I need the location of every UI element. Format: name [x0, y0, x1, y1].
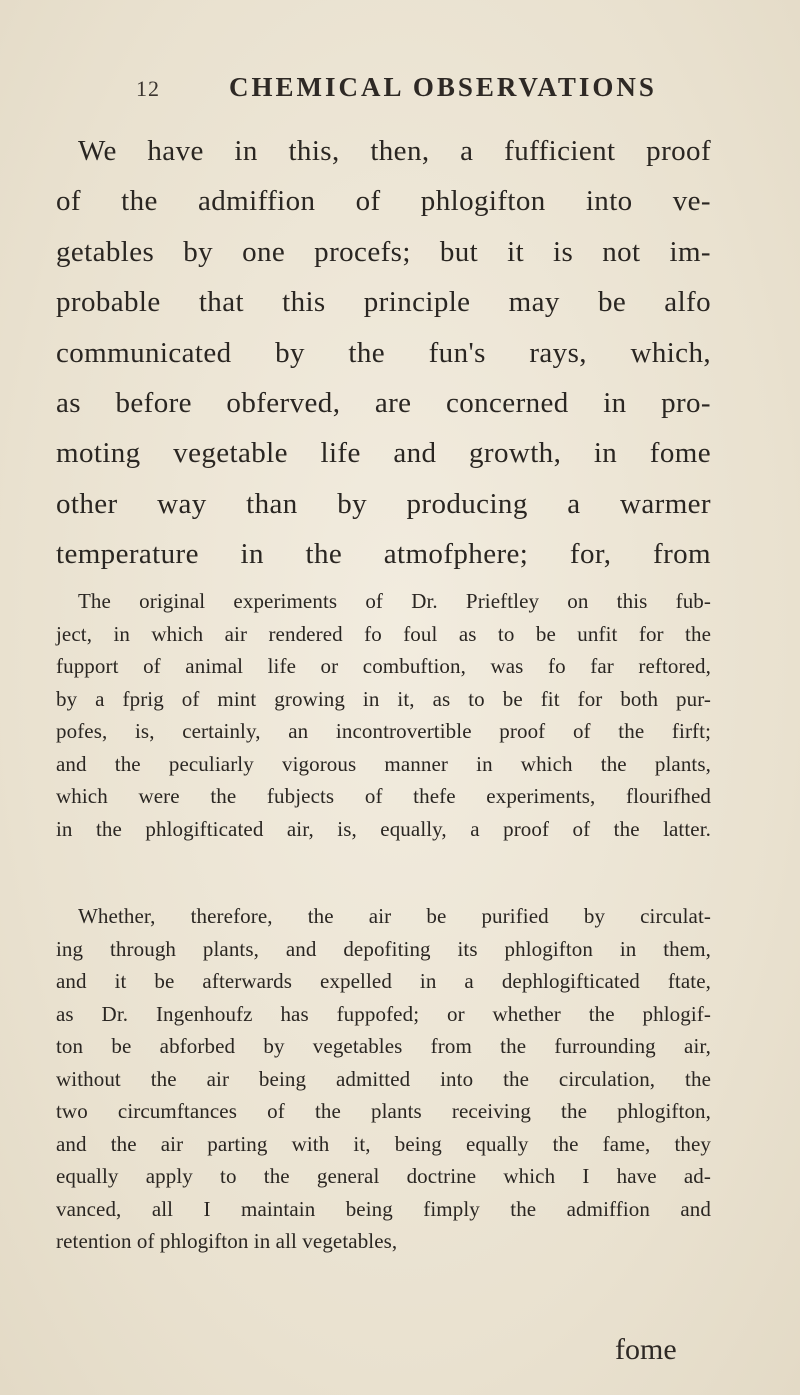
- text-line: and it be afterwards expelled in a dephlogifticated ftate,: [56, 969, 711, 993]
- text-line: communicated by the fun's rays, which,: [56, 336, 711, 369]
- text-line: two circumftances of the plants receiving the phlogifton,: [56, 1099, 711, 1123]
- paragraph-1: [56, 126, 711, 580]
- page-header: [136, 72, 696, 103]
- text-line: as before obferved, are concerned in pro-: [56, 386, 711, 419]
- text-line: which were the fubjects of thefe experiments, flourifhed: [56, 784, 711, 808]
- text-line: probable that this principle may be alfo: [56, 286, 711, 319]
- text-line: temperature in the atmofphere; for, from: [56, 538, 711, 571]
- text-line: as Dr. Ingenhoufz has fuppofed; or whether the phlogif-: [56, 1001, 711, 1026]
- text-line: ing through plants, and depofiting its phlogifton in them,: [56, 936, 711, 961]
- text-line: by a fprig of mint growing in it, as to be fit for both pur-: [56, 686, 711, 711]
- page-number: 12: [136, 76, 160, 101]
- text-line: equally apply to the general doctrine which I have ad-: [56, 1164, 711, 1188]
- text-line: without the air being admitted into the circulation, the: [56, 1066, 711, 1091]
- text-line: fupport of animal life or combuftion, was fo far reftored,: [56, 654, 711, 678]
- text-line: and the air parting with it, being equally the fame, they: [56, 1131, 711, 1156]
- text-line: Whether, therefore, the air be purified by circulat-: [78, 904, 711, 928]
- running-title: CHEMICAL OBSERVATIONS: [229, 72, 657, 102]
- text-line: ton be abforbed by vegetables from the furrounding air,: [56, 1034, 711, 1058]
- catchword: fome: [615, 1333, 677, 1366]
- text-line: of the admiffion of phlogifton into ve-: [56, 185, 711, 218]
- text-line: The original experiments of Dr. Prieftley on this fub-: [78, 589, 711, 613]
- text-line: retention of phlogifton in all vegetables,: [56, 1229, 398, 1253]
- text-line: getables by one procefs; but it is not im-: [56, 235, 711, 268]
- text-line: We have in this, then, a fufficient proof: [78, 135, 711, 167]
- paragraph-2: [56, 585, 711, 845]
- text-line: ject, in which air rendered fo foul as to be unfit for the: [56, 621, 711, 646]
- text-line: in the phlogifticated air, is, equally, a proof of the latter.: [56, 816, 711, 841]
- text-line: vanced, all I maintain being fimply the admiffion and: [56, 1196, 711, 1221]
- paragraph-3: [56, 900, 711, 1258]
- text-line: other way than by producing a warmer: [56, 487, 711, 520]
- text-line: pofes, is, certainly, an incontrovertible proof of the firft;: [56, 719, 711, 743]
- text-line: moting vegetable life and growth, in fome: [56, 437, 711, 470]
- text-line: and the peculiarly vigorous manner in which the plants,: [56, 751, 711, 776]
